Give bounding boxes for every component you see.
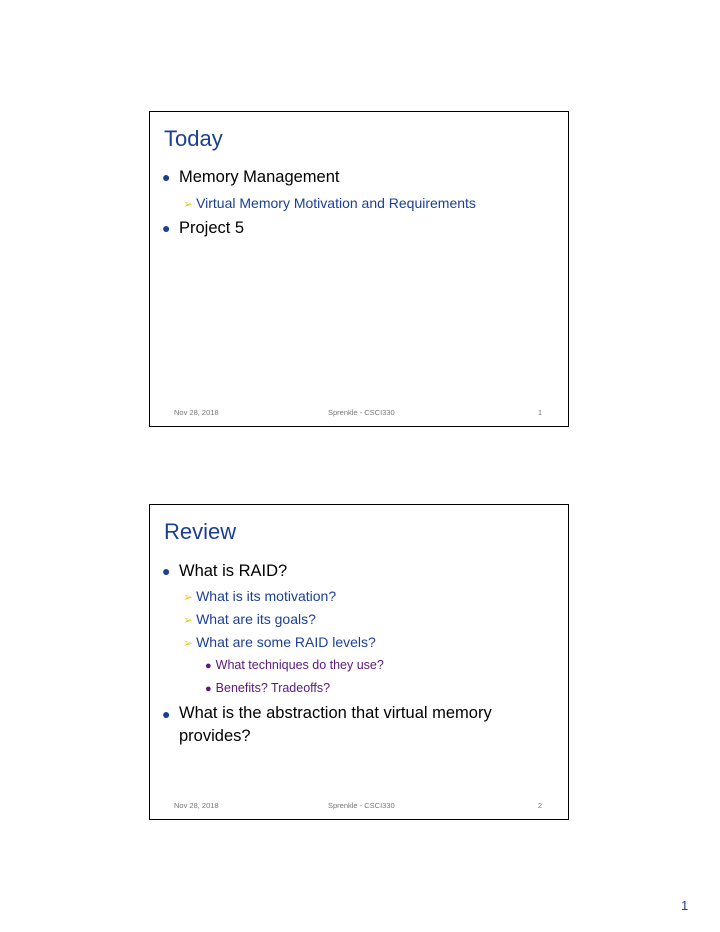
bullet-item bbox=[162, 702, 552, 748]
sub-bullet-item bbox=[183, 634, 376, 650]
sub-sub-bullet-text: What techniques do they use? bbox=[215, 658, 384, 672]
slide-title: Review bbox=[164, 519, 237, 544]
sub-bullet-item bbox=[183, 611, 316, 627]
arrow-bullet-icon: ➢ bbox=[183, 636, 194, 650]
sub-sub-bullet-text: Benefits? Tradeoffs? bbox=[215, 681, 331, 695]
slide-title: Today bbox=[164, 126, 223, 151]
bullet-item bbox=[162, 219, 244, 238]
footer-date: Nov 28, 2018 bbox=[174, 801, 219, 810]
sub-bullet-text: What are its goals? bbox=[196, 611, 316, 627]
footer-date: Nov 28, 2018 bbox=[174, 408, 219, 417]
sub-sub-bullet-item bbox=[205, 658, 384, 672]
footer-author: Sprenkle - CSCI330 bbox=[328, 801, 395, 810]
bullet-text: Project 5 bbox=[179, 219, 245, 237]
slide-2 bbox=[149, 504, 569, 820]
sub-bullet-text: What is its motivation? bbox=[196, 588, 337, 604]
bullet-text: What is the abstraction that virtual memory provides? bbox=[179, 704, 492, 745]
bullet-text: Memory Management bbox=[179, 168, 340, 186]
page-number: 1 bbox=[681, 898, 689, 913]
sub-bullet-item bbox=[183, 588, 336, 604]
bullet-item bbox=[162, 562, 287, 581]
sub-bullet-text: What are some RAID levels? bbox=[196, 634, 376, 650]
arrow-bullet-icon: ➢ bbox=[183, 590, 194, 604]
slide-number: 1 bbox=[537, 408, 542, 417]
bullet-dot-icon: ● bbox=[162, 169, 171, 185]
bullet-dot-icon: ● bbox=[162, 706, 171, 722]
slide-1 bbox=[149, 111, 569, 427]
sub-bullet-item bbox=[183, 195, 476, 211]
arrow-bullet-icon: ➢ bbox=[183, 613, 194, 627]
bullet-dot-small-icon: ● bbox=[205, 660, 212, 672]
sub-bullet-text: Virtual Memory Motivation and Requirements bbox=[196, 195, 476, 211]
bullet-dot-icon: ● bbox=[162, 563, 171, 579]
bullet-dot-small-icon: ● bbox=[205, 683, 212, 695]
bullet-item bbox=[162, 168, 339, 187]
footer-author: Sprenkle - CSCI330 bbox=[328, 408, 395, 417]
arrow-bullet-icon: ➢ bbox=[183, 197, 194, 211]
slide-number: 2 bbox=[537, 801, 542, 810]
sub-sub-bullet-item bbox=[205, 681, 330, 695]
bullet-dot-icon: ● bbox=[162, 220, 171, 236]
bullet-text: What is RAID? bbox=[179, 562, 288, 580]
